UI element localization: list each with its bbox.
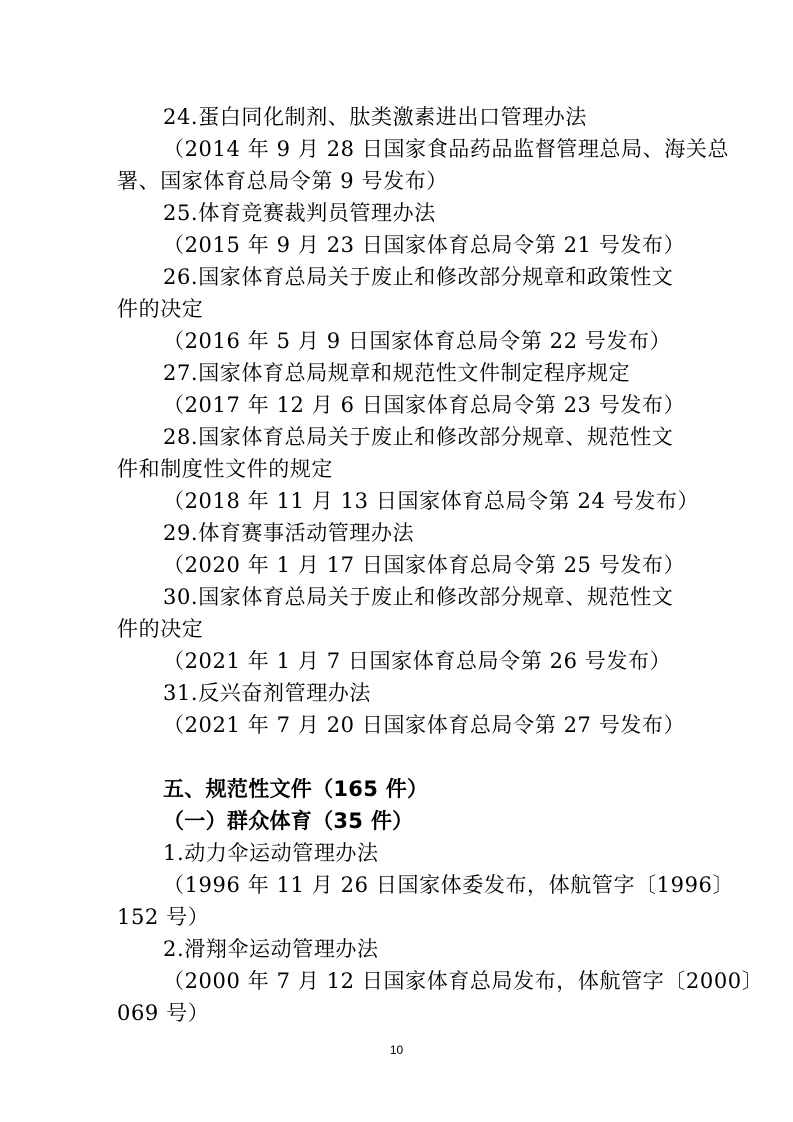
item-30-title-cont: 件的决定	[117, 617, 204, 641]
norm-item-2-title: 2.滑翔伞运动管理办法	[163, 937, 379, 961]
item-28-title: 28.国家体育总局关于废止和修改部分规章、规范性文	[163, 425, 674, 449]
norm-item-1-title: 1.动力伞运动管理办法	[163, 841, 379, 865]
item-28-source: （2018 年 11 月 13 日国家体育总局令第 24 号发布）	[163, 489, 700, 513]
norm-item-2-source: （2000 年 7 月 12 日国家体育总局发布，体航管字〔2000〕	[163, 969, 764, 993]
item-26-title-cont: 件的决定	[117, 297, 204, 321]
norm-item-1-source: （1996 年 11 月 26 日国家体委发布，体航管字〔1996〕	[163, 873, 735, 897]
section-heading: 五、规范性文件（165 件）	[163, 777, 429, 801]
item-27-source: （2017 年 12 月 6 日国家体育总局令第 23 号发布）	[163, 393, 686, 417]
item-27-title: 27.国家体育总局规章和规范性文件制定程序规定	[163, 361, 631, 385]
item-30-title: 30.国家体育总局关于废止和修改部分规章、规范性文	[163, 585, 674, 609]
item-26-title: 26.国家体育总局关于废止和修改部分规章和政策性文	[163, 265, 674, 289]
item-25-title: 25.体育竞赛裁判员管理办法	[163, 201, 436, 225]
item-29-title: 29.体育赛事活动管理办法	[163, 521, 415, 545]
page-number: 10	[389, 1043, 404, 1057]
subsection-heading: （一）群众体育（35 件）	[163, 809, 414, 833]
norm-item-1-source-cont: 152 号）	[117, 905, 210, 929]
item-30-source: （2021 年 1 月 7 日国家体育总局令第 26 号发布）	[163, 649, 672, 673]
item-31-source: （2021 年 7 月 20 日国家体育总局令第 27 号发布）	[163, 713, 686, 737]
item-24-source: （2014 年 9 月 28 日国家食品药品监督管理总局、海关总	[163, 137, 730, 161]
item-29-source: （2020 年 1 月 17 日国家体育总局令第 25 号发布）	[163, 553, 686, 577]
item-24-source-cont: 署、国家体育总局令第 9 号发布）	[117, 169, 448, 193]
item-28-title-cont: 件和制度性文件的规定	[117, 457, 333, 481]
item-25-source: （2015 年 9 月 23 日国家体育总局令第 21 号发布）	[163, 233, 686, 257]
item-26-source: （2016 年 5 月 9 日国家体育总局令第 22 号发布）	[163, 329, 672, 353]
item-24-title: 24.蛋白同化制剂、肽类激素进出口管理办法	[163, 105, 587, 129]
item-31-title: 31.反兴奋剂管理办法	[163, 681, 371, 705]
norm-item-2-source-cont: 069 号）	[117, 1001, 210, 1025]
